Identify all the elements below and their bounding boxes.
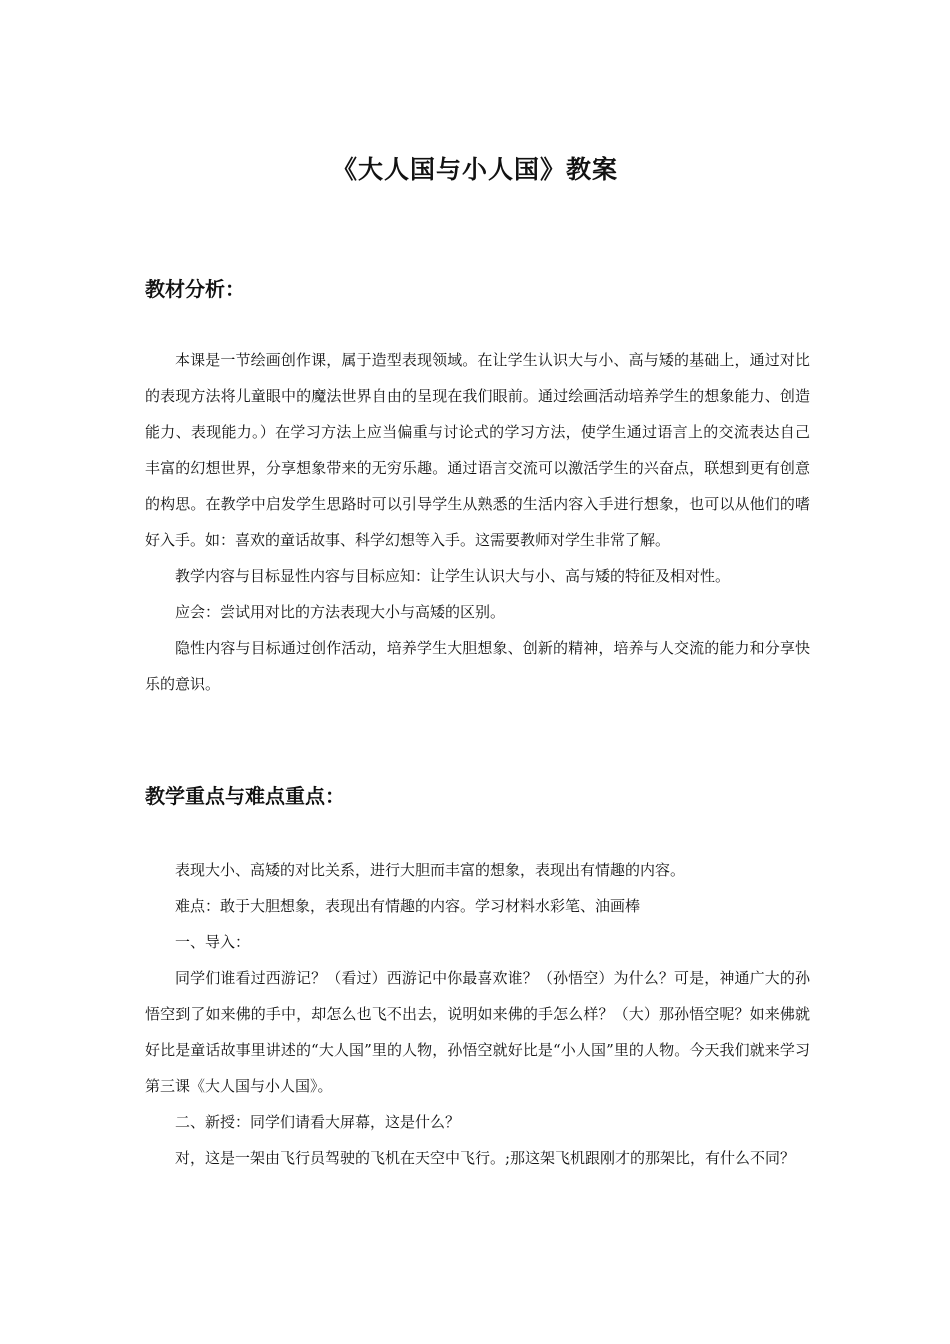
paragraph: 二、新授：同学们请看大屏幕，这是什么？ bbox=[175, 1113, 461, 1131]
section-heading-key-points: 教学重点与难点重点： bbox=[145, 784, 345, 808]
paragraph: 一、导入： bbox=[175, 933, 251, 951]
paragraph: 本课是一节绘画创作课，属于造型表现领域。在让学生认识大与小、高与矮的基础上，通过对比的表现方法将儿童眼中的魔法世界自由的呈现在我们眼前。通过绘画活动培养学生的想象能力、创造能力、表现能力。）在学习方法上应当偏重与讨论式的学习方法，使学生通过语言上的交流表达自己丰富的幻想世界，分享想象带来的无穷乐趣。通过语言交流可以激活学生的兴奋点，联想到更有创意的构思。在教学中启发学生思路时可以引导学生从熟悉的生活内容入手进行想象，也可以从他们的嗜好入手。如：喜欢的童话故事、科学幻想等入手。这需要教师对学生非常了解。 bbox=[145, 351, 810, 549]
section-heading-material-analysis: 教材分析： bbox=[145, 277, 245, 301]
paragraph: 隐性内容与目标通过创作活动，培养学生大胆想象、创新的精神，培养与人交流的能力和分享快乐的意识。 bbox=[145, 639, 810, 693]
paragraph: 表现大小、高矮的对比关系，进行大胆而丰富的想象，表现出有情趣的内容。 bbox=[175, 861, 686, 879]
paragraph: 同学们谁看过西游记？（看过）西游记中你最喜欢谁？（孙悟空）为什么？可是，神通广大的孙悟空到了如来佛的手中，却怎么也飞不出去，说明如来佛的手怎么样？（大）那孙悟空呢？如来佛就好比是童话故事里讲述的“大人国”里的人物，孙悟空就好比是“小人国”里的人物。今天我们就来学习第三课《大人国与小人国》。 bbox=[145, 969, 810, 1095]
paragraph: 应会：尝试用对比的方法表现大小与高矮的区别。 bbox=[175, 603, 506, 621]
paragraph: 对，这是一架由飞行员驾驶的飞机在天空中飞行。;那这架飞机跟刚才的那架比，有什么不同？ bbox=[175, 1149, 796, 1167]
section-body-key-points bbox=[145, 852, 810, 1176]
section-body-material-analysis bbox=[145, 342, 810, 702]
paragraph: 教学内容与目标显性内容与目标应知：让学生认识大与小、高与矮的特征及相对性。 bbox=[175, 567, 731, 585]
document-title: 《大人国与小人国》教案 bbox=[331, 155, 618, 184]
paragraph: 难点：敢于大胆想象，表现出有情趣的内容。学习材料水彩笔、油画棒 bbox=[175, 897, 641, 915]
